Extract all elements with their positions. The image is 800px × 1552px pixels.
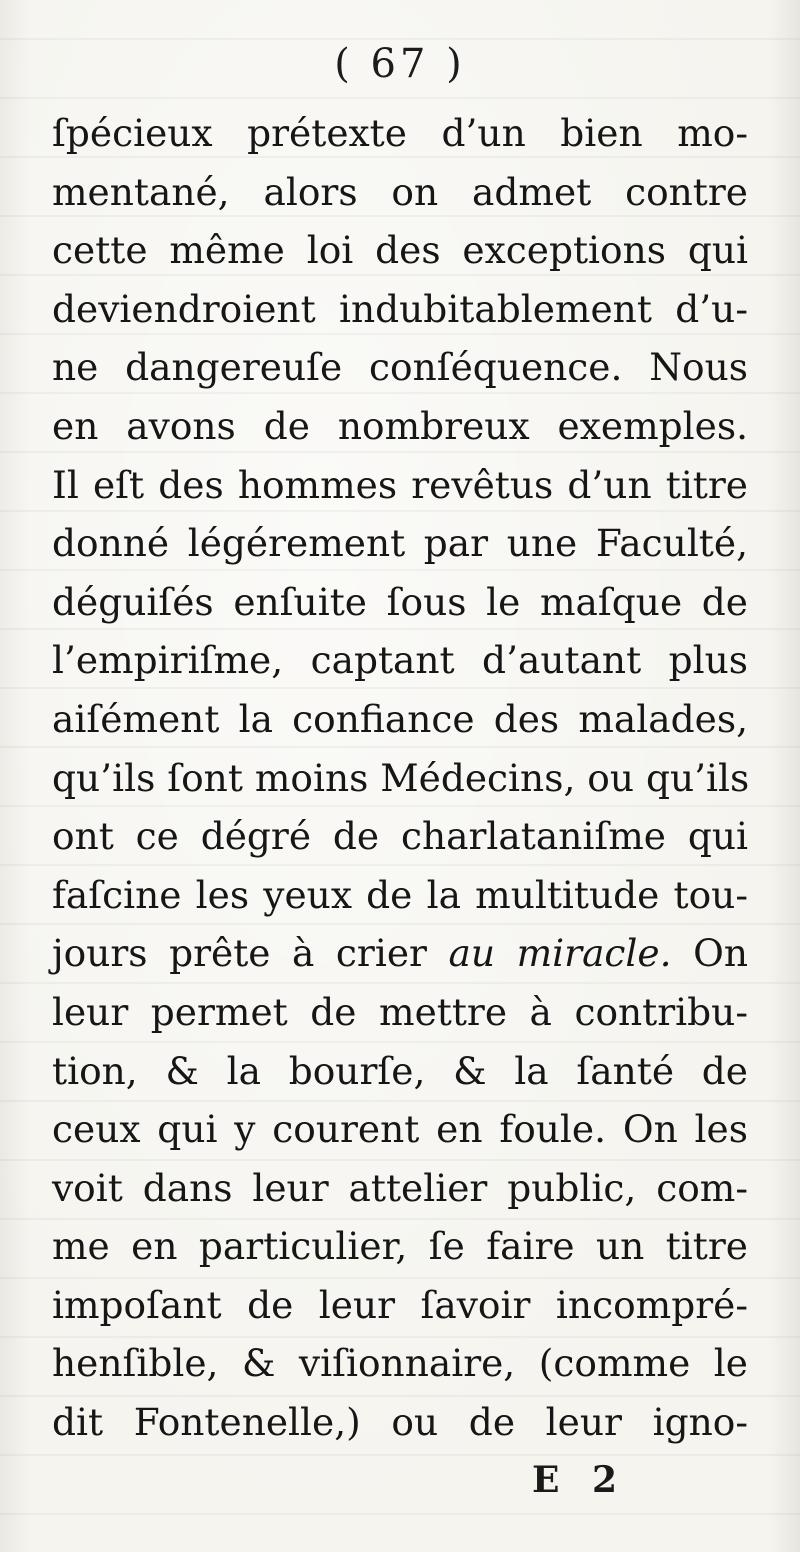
text-line: aiſément la confiance des malades,: [52, 696, 748, 741]
text-line: ne dangereuſe conſéquence. Nous: [52, 345, 748, 390]
text-line: me en particulier, ſe faire un titre: [52, 1224, 748, 1269]
text-line: leur permet de mettre à contribu-: [52, 989, 748, 1034]
text-line: en avons de nombreux exemples.: [52, 403, 748, 448]
text-line: henſible, & viſionnaire, (comme le: [52, 1341, 748, 1386]
text-line: qu’ils ſont moins Médecins, ou qu’ils: [52, 755, 750, 800]
text-line: déguiſés enſuite ſous le maſque de: [52, 579, 748, 624]
page-number: ( 67 ): [334, 41, 466, 87]
text-line: dit Fontenelle,) ou de leur igno-: [52, 1400, 748, 1445]
text-line: ceux qui y courent en foule. On les: [52, 1107, 748, 1152]
text-line-mixed: [52, 924, 748, 983]
text-line: l’empiriſme, captant d’autant plus: [52, 638, 748, 683]
text-line: ſpécieux prétexte d’un bien mo-: [52, 111, 748, 155]
text-line: deviendroient indubitablement d’u-: [52, 286, 748, 331]
text-segment: jours prête à crier: [52, 931, 449, 976]
text-segment: On: [671, 931, 748, 976]
text-line: impoſant de leur ſavoir incompré-: [52, 1282, 748, 1327]
text-line: donné légérement par une Faculté,: [52, 521, 748, 566]
italic-phrase: au miracle.: [448, 931, 672, 976]
text-line: voit dans leur attelier public, com-: [52, 1165, 748, 1210]
signature-mark: E 2: [532, 1459, 628, 1501]
text-line: ont ce dégré de charlataniſme qui: [52, 814, 748, 859]
text-line: cette même loi des exceptions qui: [52, 228, 748, 273]
text-line: faſcine les yeux de la multitude tou-: [52, 872, 748, 917]
text-line: tion, & la bourſe, & la ſanté de: [52, 1048, 748, 1093]
body-text: [52, 104, 748, 1452]
text-line: Il eſt des hommes revêtus d’un titre: [52, 462, 748, 507]
text-line: mentané, alors on admet contre: [52, 169, 748, 214]
